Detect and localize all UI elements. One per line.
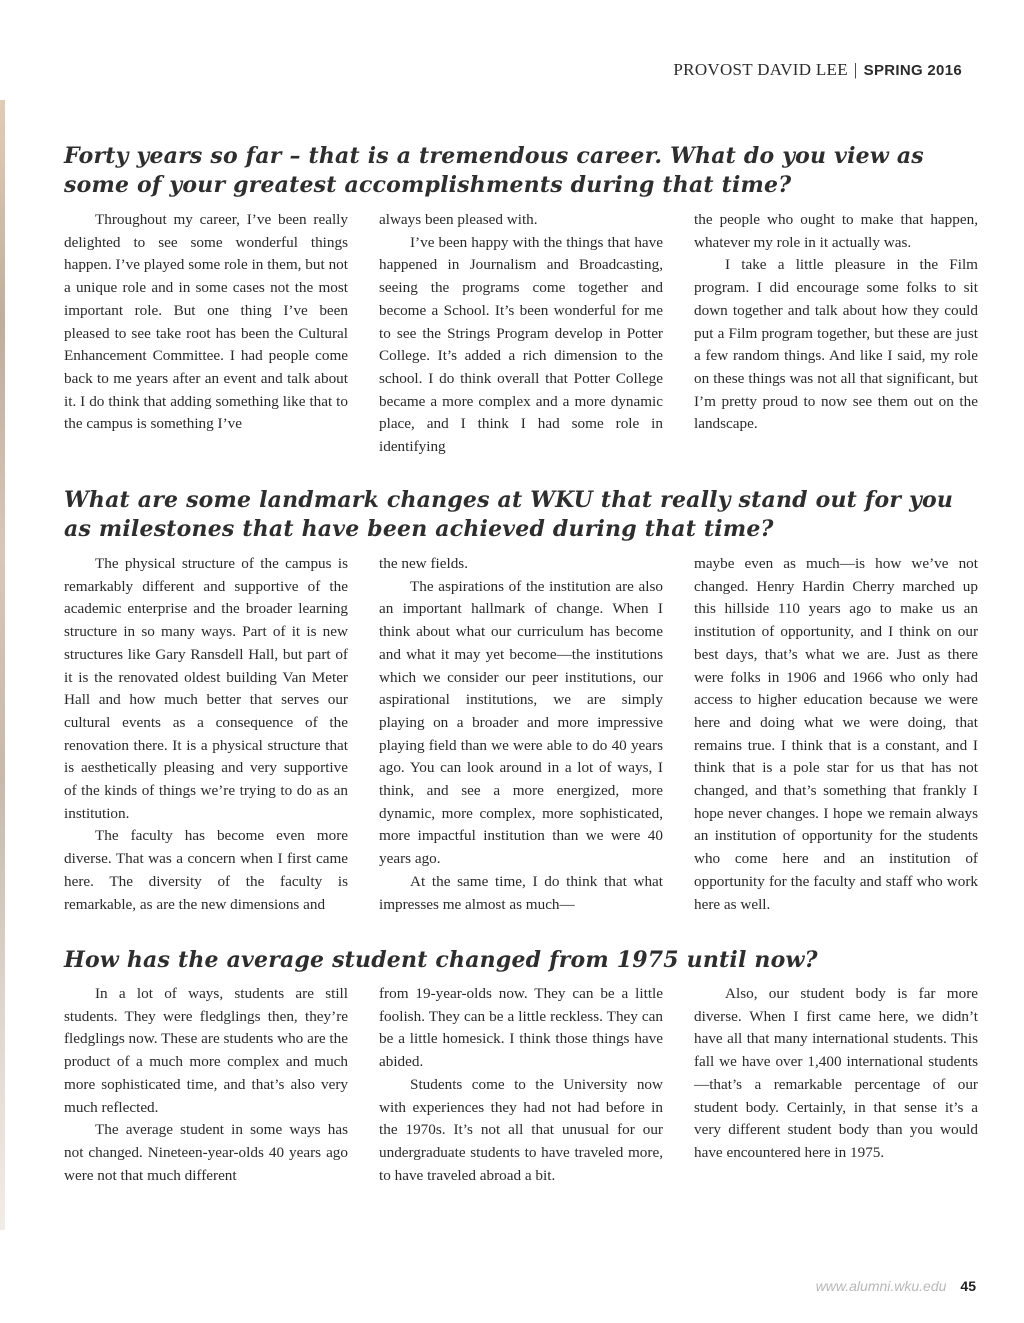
page-footer — [816, 1278, 976, 1296]
page-edge-shading — [0, 100, 5, 1230]
footer-url: www.alumni.wku.edu — [815, 1278, 947, 1294]
page-number: 45 — [960, 1278, 976, 1294]
header-title: PROVOST DAVID LEE — [673, 60, 848, 79]
text-column — [379, 209, 663, 459]
paragraph: At the same time, I do think that what impresses me almost as much— — [379, 872, 663, 913]
answer-columns — [64, 983, 978, 1187]
paragraph: The average student in some ways has not changed. Nineteen-year-olds 40 years ago were not that much different — [64, 1121, 348, 1184]
paragraph: the people who ought to make that happen, whatever my role in it actually was. — [694, 211, 978, 251]
paragraph: maybe even as much—is how we’ve not changed. Henry Hardin Cherry marched up this hillside 110 years ago to make us an institution of opportunity, and I think on our best days, that’s what we are. Just as there were folks in 1906 and 1966 who only had access to higher education because we were here and doing what we were doing, that remains true. I think that is a constant, and I think that is a pole star for us that has not changed, and that’s something that frankly I hope never changes. I hope we remain always an institution of opportunity for the students who come here and an institution of opportunity for the faculty and staff who work here as well. — [694, 555, 978, 913]
text-column — [379, 983, 663, 1187]
paragraph: Throughout my career, I’ve been really delighted to see some wonderful things happen. I’ve played some role in them, but not a unique role and in some cases not the most important role. But one thing I’ve been pleased to see take root has been the Cultural Enhancement Committee. I had people come back to me years after an event and talk about it. I do think that adding something like that to the campus is something I’ve — [64, 211, 348, 433]
text-column — [64, 209, 348, 459]
question-heading: How has the average student changed from 1975 until now? — [64, 947, 818, 973]
text-column — [694, 983, 978, 1187]
paragraph: The aspirations of the institution are also an important hallmark of change. When I think about what our curriculum has become and what it may yet become—the institutions which we consider our peer institutions, our aspirational institutions, we are simply playing on a broader and more impressive playing field than we were able to do 40 years ago. You can look around in a lot of ways, I think, and see a more energized, more dynamic, more complex, more sophisticated, more impactful institution than we were 40 years ago. — [379, 577, 663, 868]
running-header — [673, 60, 962, 80]
paragraph: In a lot of ways, students are still students. They were fledglings then, they’re fledglings now. These are students who are the product of a much more complex and much more sophisticated time, and that’s also very much reflected. — [64, 985, 348, 1116]
question-heading: What are some landmark changes at WKU that really stand out for you as milestones that have been achieved during that time? — [64, 487, 954, 542]
question-heading: Forty years so far – that is a tremendous career. What do you view as some of your greatest accomplishments during that time? — [64, 143, 924, 198]
paragraph: Also, our student body is far more diverse. When I first came here, we didn’t have all that many international students. This fall we have over 1,400 international students—that’s a remarkable percentage of our student body. Certainly, in that sense it’s a very different student body than you would have encountered here in 1975. — [694, 985, 978, 1161]
text-column — [64, 983, 348, 1187]
text-column — [694, 209, 978, 459]
text-column — [64, 553, 348, 916]
text-column — [694, 553, 978, 916]
paragraph: I’ve been happy with the things that have happened in Journalism and Broadcasting, seeing the programs come together and become a School. It’s been wonderful for me to see the Strings Program develop in Potter College. It’s added a rich dimension to the school. I do think overall that Potter College became a more complex and a more dynamic place, and I think I had some role in identifying — [379, 233, 663, 456]
header-season: SPRING 2016 — [863, 62, 962, 79]
answer-columns — [64, 209, 978, 459]
header-separator: | — [853, 60, 858, 79]
paragraph: the new fields. — [379, 555, 468, 572]
paragraph: from 19-year-olds now. They can be a little foolish. They can be a little reckless. They can be a little homesick. I think those things have abided. — [379, 985, 663, 1071]
paragraph: I take a little pleasure in the Film program. I did encourage some folks to sit down together and talk about how they could put a Film program together, but these are just a few random things. And like I said, my role on these things was not all that significant, but I’m pretty proud to now see them out on the landscape. — [694, 256, 978, 433]
paragraph: The faculty has become even more diverse. That was a concern when I first came here. The diversity of the faculty is remarkable, as are the new dimensions and — [64, 827, 348, 913]
paragraph: always been pleased with. — [379, 211, 538, 228]
paragraph: The physical structure of the campus is remarkably different and supportive of the academic enterprise and the broader learning structure in so many ways. Part of it is new structures like Gary Ransdell Hall, but part of it is the renovated oldest building Van Meter Hall and how much better that serves our cultural events as a consequence of the renovation there. It is a physical structure that is aesthetically pleasing and very supportive of the kinds of things we’re trying to do as an institution. — [64, 555, 348, 822]
answer-columns — [64, 553, 978, 916]
paragraph: Students come to the University now with experiences they had not had before in the 1970s. It’s not all that unusual for our undergraduate students to have traveled more, to have traveled abroad a bit. — [379, 1075, 663, 1184]
text-column — [379, 553, 663, 916]
